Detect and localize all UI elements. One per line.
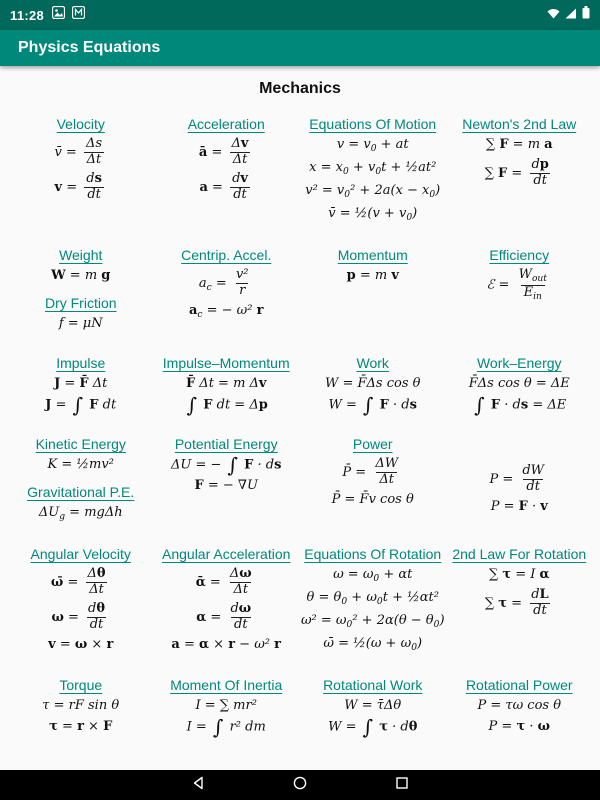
equation: $\omega = \omega_0 + \alpha t$ [333,566,413,584]
heading-acceleration[interactable]: Acceleration [187,116,265,132]
equation-group-moment-of-inertia [155,675,296,740]
status-bar [0,0,600,30]
equation: p = m v [346,267,399,283]
equation-group-equations-of-motion [301,114,445,229]
equation-group-2nd-law-for-rotation [449,544,590,623]
equation: ∑ τ = I α [488,566,550,582]
equation: P̄ = $\frac{\Delta W}{\Delta t}$ [342,455,399,487]
heading-centrip-accel-[interactable]: Centrip. Accel. [181,246,272,263]
equation-group-angular-acceleration [155,544,296,658]
equation: ∑ F = m a [485,137,553,152]
equation: τ = rF sin θ [42,697,120,713]
heading-newton-s-2nd-law[interactable]: Newton's 2nd Law [462,116,577,132]
equation: f = μN [58,315,103,331]
heading-equations-of-motion[interactable]: Equations Of Motion [309,116,437,132]
heading-equations-of-rotation[interactable]: Equations Of Rotation [304,545,442,562]
app-bar [0,30,600,66]
equation: W = F̄Δs cos θ [325,375,421,391]
equation-group-equations-of-rotation [301,544,445,659]
equation: ΔU = − ∫ F · ds [170,452,282,477]
equation-group-newtons-2nd-law [449,114,590,193]
heading-torque[interactable]: Torque [59,676,103,693]
equation: W = ∫ F · ds [328,392,417,417]
equation: $a_c$ = − ω² r [188,302,264,320]
wifi-icon [547,6,560,24]
equation: F̄Δs cos θ = ΔE [468,375,570,391]
equation: ω̄ = $\frac{\Delta\theta}{\Delta t}$ [50,565,106,597]
equation-group-work-energy [449,353,590,418]
equation: $\theta = \theta_0 + \omega_0t$ + ½αt² [306,589,439,607]
status-right-icons [547,6,590,24]
equation-group-angular-velocity [10,544,151,658]
equation: ∫ F dt = Δp [186,392,268,417]
heading-kinetic-energy[interactable]: Kinetic Energy [35,435,126,452]
heading-power[interactable]: Power [352,435,393,452]
equation: F̄ Δt = m Δv [185,375,267,391]
equation: W = ∫ τ · dθ [328,714,418,739]
equation-group-efficiency [449,245,590,306]
equation-group-impulse [10,353,151,418]
heading-moment-of-inertia[interactable]: Moment Of Inertia [170,676,283,693]
heading-work[interactable]: Work [356,354,389,371]
heading-momentum[interactable]: Momentum [337,246,408,263]
equation: v = ω × r [48,636,114,652]
gallery-notification-icon [52,6,65,24]
home-button[interactable] [285,770,315,800]
equation: I = ∑ mr² [195,697,257,713]
heading-efficiency[interactable]: Efficiency [489,246,550,263]
m-notification-icon [72,6,85,24]
equation: ω = $\frac{d\theta}{dt}$ [51,600,106,632]
equation-group-kinetic-energy-gravitational-pe [10,434,151,528]
equation: $x = x_0 + v_0t$ + ½at² [309,159,437,178]
battery-icon [582,6,590,24]
equation: v̄ = $\frac{\Delta s}{\Delta t}$ [10,137,151,168]
heading-work-energy[interactable]: Work–Energy [476,354,562,371]
equation: ∑ τ = $\frac{dL}{dt}$ [484,586,549,618]
equation: I = ∫ r² dm [186,714,266,739]
equation-group-momentum [301,245,445,289]
equation-group-acceleration [155,114,296,207]
equation: P = F · v [490,498,548,514]
equation-group-power-continued [449,434,590,520]
equation: J = ∫ F dt [45,392,117,417]
home-icon [292,775,308,796]
equation: ā = $\frac{\Delta v}{\Delta t}$ [198,136,249,167]
heading-impulse[interactable]: Impulse [56,354,106,371]
equation-group-torque [10,675,151,740]
equation: P̄ = F̄v cos θ [331,491,414,507]
equation: W = m g [51,267,111,283]
heading-angular-acceleration[interactable]: Angular Acceleration [162,545,291,562]
equation: K = ½mv² [47,456,114,472]
equation-group-velocity [10,114,151,207]
equation: ∫ F · ds = ΔE [474,392,567,417]
equation: a = $\frac{dv}{dt}$ [199,170,248,202]
equation: J = F̄ Δt [54,375,108,391]
equation-group-rotational-work [301,675,445,740]
navigation-bar [0,770,600,800]
status-left-icons [52,6,85,24]
equation: $a_c$ = $\frac{\text{v²}}{r}$ [198,266,249,298]
content-scroll-area[interactable] [0,66,600,770]
equation: P = $\frac{dW}{dt}$ [489,462,545,494]
equation: ℰ = $\frac{W_{out}}{E_{in}}$ [486,266,547,302]
heading-potential-energy[interactable]: Potential Energy [174,435,278,452]
equation: $\omega^2 = \omega_0^2 + 2\alpha(\theta - \theta_0)$ [300,612,445,630]
equation: v = $\frac{ds}{dt}$ [54,170,102,202]
equation-group-power [301,434,445,513]
heading-angular-velocity[interactable]: Angular Velocity [30,545,131,562]
equation-group-work [301,353,445,418]
heading-2nd-law-for-rotation[interactable]: 2nd Law For Rotation [452,545,587,562]
heading-rotational-power[interactable]: Rotational Power [465,676,573,693]
signal-icon [565,6,577,24]
recents-icon [394,775,410,796]
equation: P = τ · ω [488,718,550,734]
heading-velocity[interactable]: Velocity [56,116,105,132]
equation: ∑ F = $\frac{dp}{dt}$ [484,156,549,188]
equation: ω̄ = ½(ω + $\omega_0$) [323,635,423,653]
equation-group-potential-energy [155,434,296,499]
equation-grid [10,114,590,740]
equation-group-impulse-momentum [155,353,296,418]
equation: F = − ∇U [194,478,258,494]
app-title: Physics Equations [18,39,161,56]
recents-button[interactable] [387,770,417,800]
heading-impulse-momentum[interactable]: Impulse–Momentum [162,354,290,371]
back-button[interactable] [183,770,213,800]
equation: a = α × r − ω² r [171,636,282,652]
equation: $v^2 = v_0^2 + 2a(x - x_0)$ [305,182,441,201]
equation: α = $\frac{d\omega}{dt}$ [196,600,252,632]
equation: $\Delta U_g = mg\Delta h$ [38,504,123,522]
equation-group-rotational-power [449,675,590,740]
equation: τ = r × F [49,718,113,734]
equation: v̄ = ½(v + $v_0$) [328,205,418,224]
equation-group-weight-dry-friction [10,245,151,337]
equation: P = τω cos θ [477,697,562,713]
equation: W = τ̄Δθ [344,697,402,713]
equation: $v = v_0$ + at [336,137,409,155]
heading-rotational-work[interactable]: Rotational Work [323,676,423,693]
equation-group-centripetal-acceleration [155,245,296,326]
page-title: Mechanics [259,80,341,97]
equation: ᾱ = $\frac{\Delta\omega}{\Delta t}$ [195,565,252,597]
heading-dry-friction[interactable]: Dry Friction [44,294,117,311]
heading-weight[interactable]: Weight [59,246,103,263]
status-time: 11:28 [10,7,45,23]
back-icon [190,775,206,796]
heading-gravitational-p-e-[interactable]: Gravitational P.E. [27,483,135,500]
